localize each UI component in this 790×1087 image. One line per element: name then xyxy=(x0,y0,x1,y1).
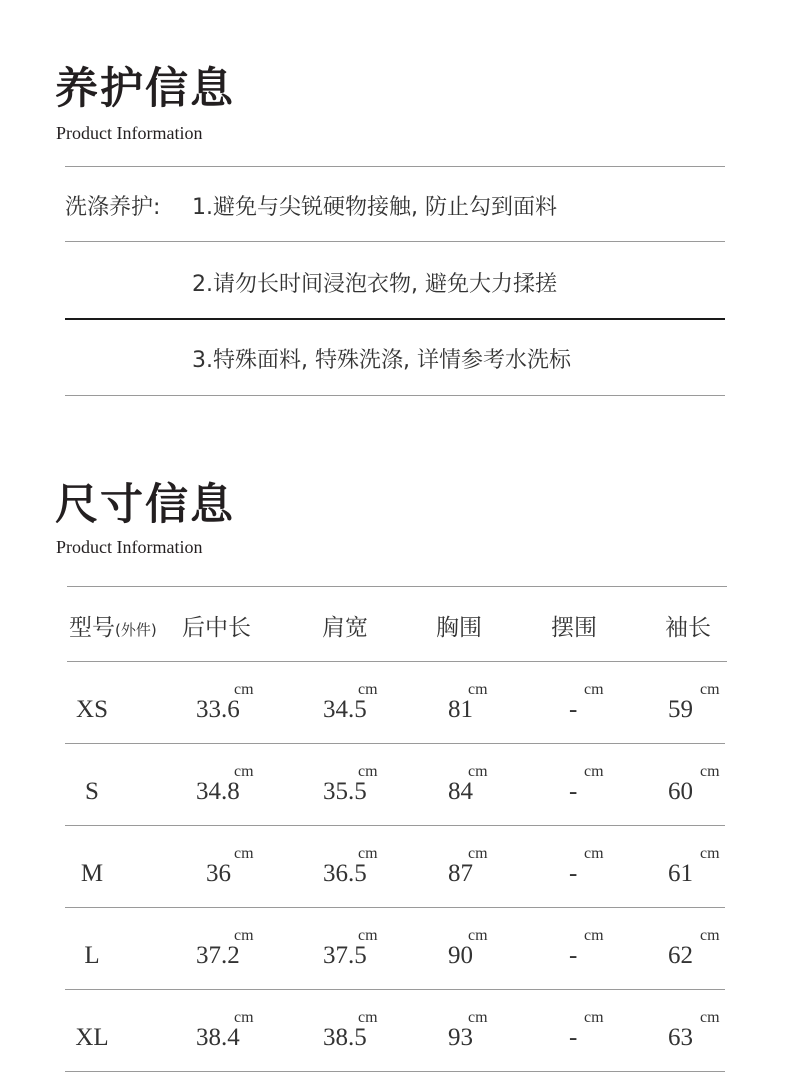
cell-back-length: 36 xyxy=(206,860,231,887)
unit-label: cm xyxy=(468,763,488,780)
cell-sleeve: 63 xyxy=(668,1024,693,1051)
divider-dark xyxy=(65,318,725,320)
cell-back-length: 33.6 xyxy=(196,696,240,723)
divider xyxy=(65,241,725,242)
unit-label: cm xyxy=(700,927,720,944)
divider xyxy=(65,166,725,167)
cell-shoulder: 36.5 xyxy=(323,860,367,887)
unit-label: cm xyxy=(584,845,604,862)
size-label: L xyxy=(84,942,100,969)
header-type-label: 型号 xyxy=(69,615,115,641)
care-label: 洗涤养护: xyxy=(65,195,161,220)
cell-sleeve: 62 xyxy=(668,942,693,969)
care-row-2 xyxy=(65,259,725,299)
unit-label: cm xyxy=(468,1009,488,1026)
cell-shoulder: 37.5 xyxy=(323,942,367,969)
unit-label: cm xyxy=(468,681,488,698)
header-back-length: 后中长 xyxy=(182,615,251,641)
unit-label: cm xyxy=(584,1009,604,1026)
size-label: S xyxy=(85,778,99,805)
header-hem: 摆围 xyxy=(551,615,597,641)
cell-back-length: 34.8 xyxy=(196,778,240,805)
cell-chest: 81 xyxy=(448,696,473,723)
row-divider xyxy=(65,989,725,990)
cell-hem: - xyxy=(569,778,578,805)
cell-chest: 93 xyxy=(448,1024,473,1051)
unit-label: cm xyxy=(468,927,488,944)
unit-label: cm xyxy=(468,845,488,862)
cell-sleeve: 60 xyxy=(668,778,693,805)
unit-label: cm xyxy=(358,1009,378,1026)
unit-label: cm xyxy=(584,763,604,780)
unit-label: cm xyxy=(584,927,604,944)
size-label: XS xyxy=(76,696,108,723)
cell-sleeve: 61 xyxy=(668,860,693,887)
cell-hem: - xyxy=(569,860,578,887)
size-label: XL xyxy=(75,1024,109,1051)
header-chest: 胸围 xyxy=(436,615,482,641)
row-divider xyxy=(65,1071,725,1072)
size-subtitle: Product Information xyxy=(56,537,203,557)
unit-label: cm xyxy=(700,763,720,780)
header-type-note: (外件) xyxy=(115,621,157,639)
divider xyxy=(65,395,725,396)
header-sleeve: 袖长 xyxy=(665,615,711,641)
cell-shoulder: 38.5 xyxy=(323,1024,367,1051)
cell-chest: 87 xyxy=(448,860,473,887)
unit-label: cm xyxy=(234,763,254,780)
unit-label: cm xyxy=(234,1009,254,1026)
care-item-1: 1.避免与尖锐硬物接触, 防止勾到面料 xyxy=(192,195,557,220)
cell-chest: 90 xyxy=(448,942,473,969)
cell-shoulder: 34.5 xyxy=(323,696,367,723)
row-divider xyxy=(65,743,725,744)
care-item-2: 2.请勿长时间浸泡衣物, 避免大力揉搓 xyxy=(192,272,557,297)
cell-back-length: 38.4 xyxy=(196,1024,240,1051)
unit-label: cm xyxy=(700,1009,720,1026)
cell-hem: - xyxy=(569,696,578,723)
header-type xyxy=(69,609,157,642)
care-row-1 xyxy=(65,182,725,222)
unit-label: cm xyxy=(358,681,378,698)
cell-shoulder: 35.5 xyxy=(323,778,367,805)
unit-label: cm xyxy=(358,927,378,944)
care-row-3 xyxy=(65,335,725,375)
care-subtitle: Product Information xyxy=(56,123,203,143)
divider xyxy=(67,661,727,662)
cell-sleeve: 59 xyxy=(668,696,693,723)
cell-back-length: 37.2 xyxy=(196,942,240,969)
cell-chest: 84 xyxy=(448,778,473,805)
unit-label: cm xyxy=(700,681,720,698)
unit-label: cm xyxy=(584,681,604,698)
header-shoulder: 肩宽 xyxy=(322,615,368,641)
unit-label: cm xyxy=(358,845,378,862)
unit-label: cm xyxy=(358,763,378,780)
cell-hem: - xyxy=(569,1024,578,1051)
unit-label: cm xyxy=(234,681,254,698)
row-divider xyxy=(65,825,725,826)
divider xyxy=(67,586,727,587)
size-title: 尺寸信息 xyxy=(55,480,235,530)
row-divider xyxy=(65,907,725,908)
unit-label: cm xyxy=(700,845,720,862)
unit-label: cm xyxy=(234,927,254,944)
size-label: M xyxy=(80,860,104,887)
unit-label: cm xyxy=(234,845,254,862)
care-title: 养护信息 xyxy=(55,64,235,114)
cell-hem: - xyxy=(569,942,578,969)
care-item-3: 3.特殊面料, 特殊洗涤, 详情参考水洗标 xyxy=(192,348,571,373)
